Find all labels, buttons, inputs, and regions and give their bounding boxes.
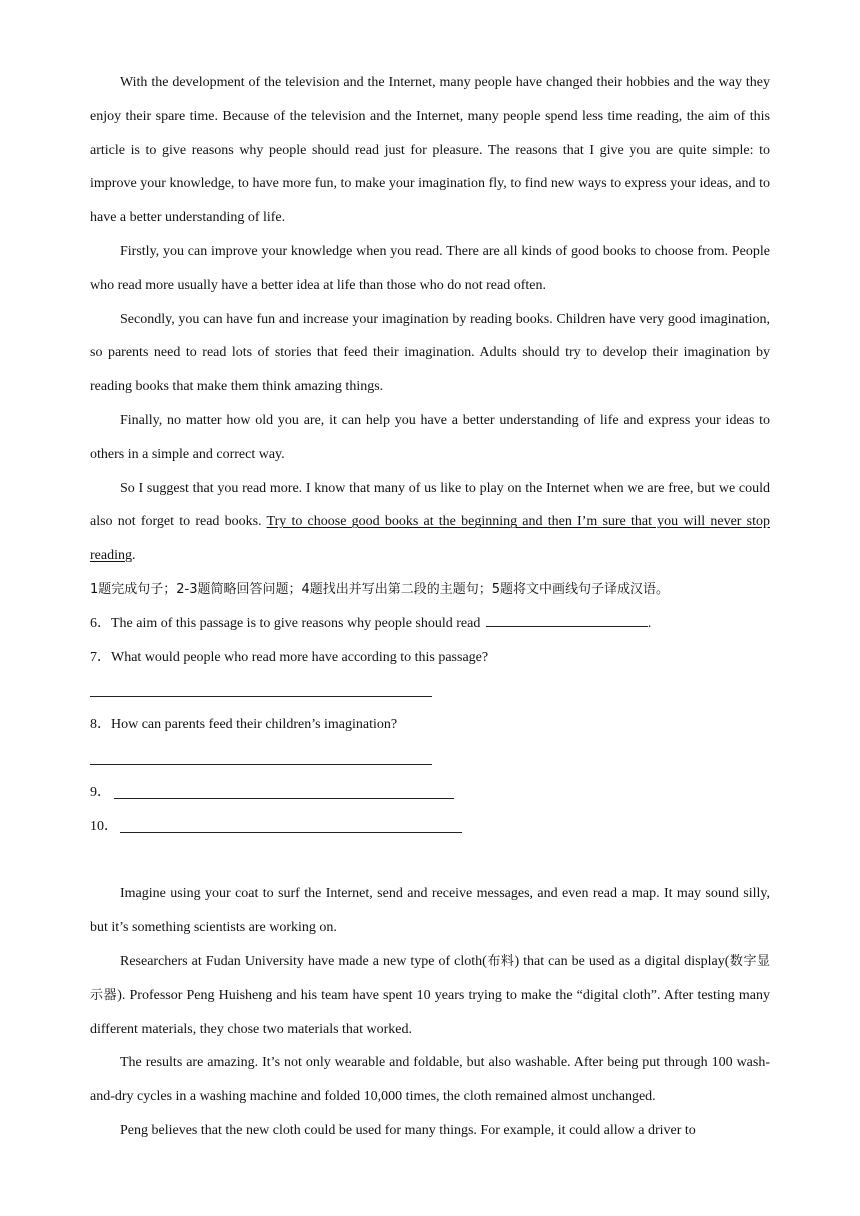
- question-6-blank[interactable]: [486, 612, 648, 627]
- paragraph-results: The results are amazing. It’s not only wearable and foldable, but also washable. After being put through 100 wash-and-dry cycles in a washing machine and folded 10,000 times, the cloth remained almost unchanged.: [90, 1055, 770, 1105]
- paragraph-finally: Finally, no matter how old you are, it can help you have a better understanding of life and express your ideas to others in a simple and correct way.: [90, 412, 770, 462]
- conclusion-end: .: [131, 548, 136, 564]
- underlined-sentence: Try to choose good books at the beginning and then I’m sure that you will never stop reading: [90, 514, 770, 564]
- question-8-answer-line[interactable]: [90, 742, 770, 776]
- paragraph-secondly: Secondly, you can have fun and increase your imagination by reading books. Children have very good imagination, so parents need to read lots of stories that feed their imagination. Adults should try to develop their imagination by reading books that make them think amazing things.: [90, 311, 770, 395]
- document-page: [90, 66, 770, 1148]
- paragraph-peng: Peng believes that the new cloth could be used for many things. For example, it could allow a driver to: [120, 1122, 696, 1138]
- question-6: [90, 607, 770, 641]
- question-6-text: 6．The aim of this passage is to give reasons why people should read: [90, 615, 484, 631]
- question-9: [90, 776, 770, 810]
- question-7-answer-line[interactable]: [90, 674, 770, 708]
- paragraph-conclusion: [90, 472, 770, 573]
- paragraph-researchers: [90, 945, 770, 1046]
- passage-reading-benefits: [90, 66, 770, 573]
- paragraph-firstly: Firstly, you can improve your knowledge when you read. There are all kinds of good books to choose from. People who read more usually have a better idea at life than those who do not read often.: [90, 243, 770, 293]
- question-8: 8．How can parents feed their children’s imagination?: [90, 717, 398, 733]
- section-gap: [90, 843, 770, 877]
- gloss-display: 数字显示器: [90, 953, 770, 1003]
- gloss-cloth: 布料: [486, 953, 515, 969]
- paragraph-intro: With the development of the television and the Internet, many people have changed their hobbies and the way they enjoy their spare time. Because of the television and the Internet, many people spend less time reading, the aim of this article is to give reasons why people should read just for pleasure. The reasons that I give you are quite simple: to improve your knowledge, to have more fun, to make your imagination fly, to find new ways to express your ideas, and to have a better understanding of life.: [90, 75, 770, 226]
- question-6-end: .: [647, 615, 652, 631]
- paragraph-imagine: Imagine using your coat to surf the Internet, send and receive messages, and even read a map. It may sound silly, but it’s something scientists are working on.: [90, 886, 770, 936]
- researchers-text-a: Researchers at Fudan University have made a new type of cloth(: [120, 953, 487, 969]
- question-9-answer-line[interactable]: [114, 798, 454, 799]
- researchers-text-c: ). Professor Peng Huisheng and his team have spent 10 years trying to make the “digital cloth”. After testing many different materials, they chose two materials that worked.: [90, 987, 770, 1037]
- question-10-answer-line[interactable]: [120, 832, 462, 833]
- question-7: 7．What would people who read more have according to this passage?: [90, 649, 489, 665]
- conclusion-text: So I suggest that you read more. I know that many of us like to play on the Internet when we are free, but we could also not forget to read books.: [90, 480, 770, 530]
- task-instructions: 1题完成句子；2-3题简略回答问题；4题找出并写出第二段的主题句；5题将文中画线句子译成汉语。: [90, 581, 670, 597]
- passage-digital-cloth: [90, 877, 770, 1147]
- researchers-text-b: ) that can be used as a digital display(: [514, 953, 730, 969]
- question-10-number: 10．: [90, 818, 118, 834]
- question-9-number: 9．: [90, 784, 111, 800]
- question-10: [90, 810, 770, 844]
